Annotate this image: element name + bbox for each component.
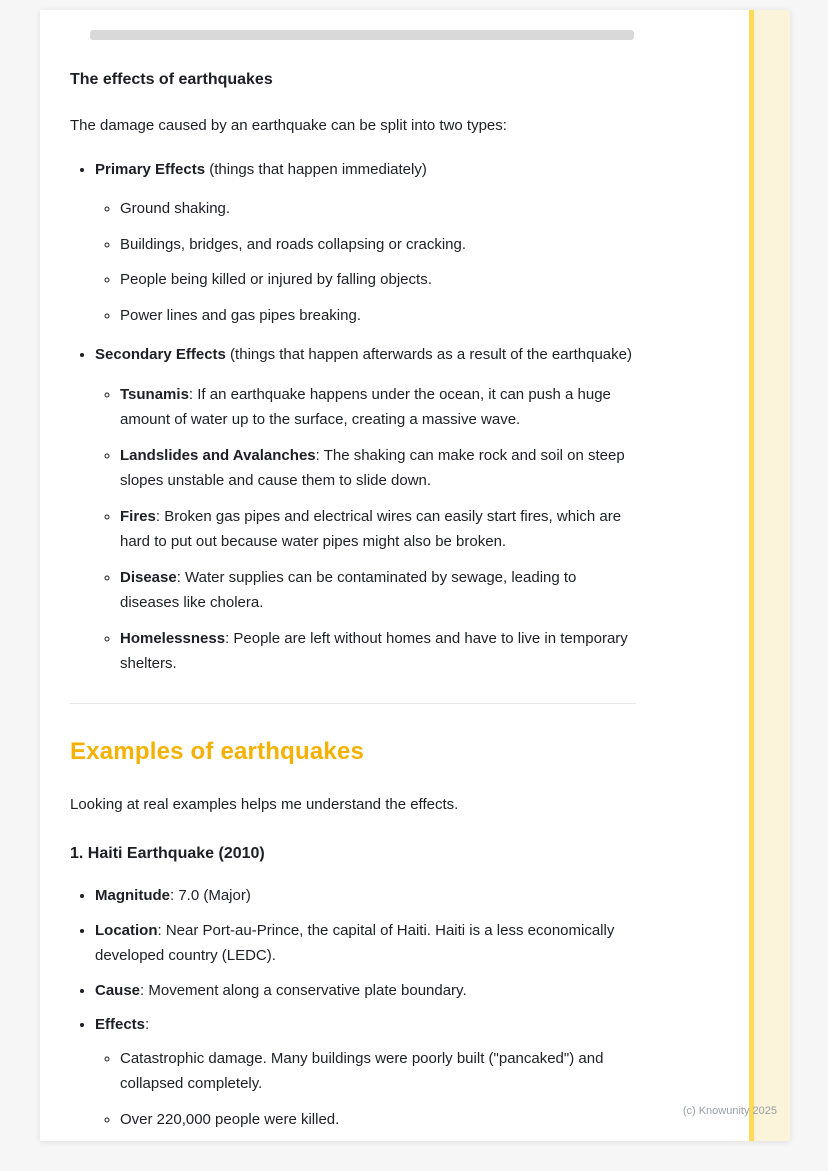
term-description: : People are left without homes and have to live in temporary shelters.	[120, 629, 628, 673]
section-divider	[70, 703, 636, 704]
examples-section-heading: Examples of earthquakes	[70, 737, 365, 765]
term-description: : Broken gas pipes and electrical wires can easily start fires, which are hard to put out because water pipes might also be broken.	[120, 507, 622, 551]
term-label: Fires	[120, 507, 156, 525]
fact-item	[95, 918, 636, 969]
list-item: ◦ Power lines and gas pipes breaking.	[120, 303, 636, 329]
fact-label: Effects	[95, 1016, 146, 1034]
examples-intro-text: Looking at real examples helps me understand the effects.	[70, 796, 459, 814]
effects-type-list	[70, 157, 636, 677]
effects-section-heading: The effects of earthquakes	[70, 71, 273, 88]
term-label: Homelessness	[120, 629, 226, 647]
list-item	[120, 504, 636, 555]
list-item: ◦ Catastrophic damage. Many buildings were poorly built ("pancaked") and collapsed completely.	[120, 1046, 636, 1097]
secondary-effects-label: Secondary Effects	[95, 346, 226, 364]
example1-facts-list	[70, 883, 636, 1132]
accent-stripe	[749, 10, 754, 1141]
list-item: ◦ Over 220,000 people were killed.	[120, 1107, 636, 1133]
page-content	[70, 66, 636, 1132]
list-item	[120, 565, 636, 616]
list-item	[120, 382, 636, 433]
fact-value: : 7.0 (Major)	[170, 887, 251, 905]
fact-value: : Movement along a conservative plate boundary.	[140, 981, 467, 999]
term-description: : The shaking can make rock and soil on steep slopes unstable and cause them to slide down.	[120, 446, 625, 490]
list-item	[120, 626, 636, 677]
fact-label: Cause	[95, 981, 141, 999]
secondary-effects-item	[95, 342, 636, 677]
example1-effects-sublist	[95, 1046, 636, 1133]
term-label: Tsunamis	[120, 385, 189, 403]
term-description: : Water supplies can be contaminated by sewage, leading to diseases like cholera.	[120, 568, 577, 612]
right-margin-panel	[754, 10, 790, 1141]
fact-item	[95, 883, 636, 909]
fact-item	[95, 1012, 636, 1132]
primary-effects-item	[95, 157, 636, 329]
secondary-effects-note: (things that happen afterwards as a result of the earthquake)	[225, 346, 632, 364]
fact-value: :	[145, 1016, 150, 1034]
list-item: ◦ Ground shaking.	[120, 196, 636, 222]
cropped-content-bar	[90, 30, 634, 40]
term-label: Landslides and Avalanches	[120, 446, 316, 464]
document-page	[40, 10, 790, 1141]
primary-effects-label: Primary Effects	[95, 160, 206, 178]
fact-item	[95, 978, 636, 1004]
list-item: ◦ People being killed or injured by falling objects.	[120, 267, 636, 293]
example1-title: 1. Haiti Earthquake (2010)	[70, 844, 265, 862]
fact-label: Location	[95, 921, 158, 939]
list-item	[120, 443, 636, 494]
list-item: ◦ Buildings, bridges, and roads collapsing or cracking.	[120, 232, 636, 258]
fact-value: : Near Port-au-Prince, the capital of Haiti. Haiti is a less economically developed country (LEDC).	[95, 921, 615, 965]
primary-effects-sublist	[95, 196, 636, 328]
secondary-effects-sublist	[95, 382, 636, 677]
fact-label: Magnitude	[95, 887, 170, 905]
copyright-footer: (c) Knowunity 2025	[682, 1105, 777, 1117]
primary-effects-note: (things that happen immediately)	[205, 160, 427, 178]
term-label: Disease	[120, 568, 177, 586]
effects-intro-text: The damage caused by an earthquake can be split into two types:	[70, 117, 507, 135]
term-description: : If an earthquake happens under the ocean, it can push a huge amount of water up to the surface, creating a massive wave.	[120, 385, 611, 429]
